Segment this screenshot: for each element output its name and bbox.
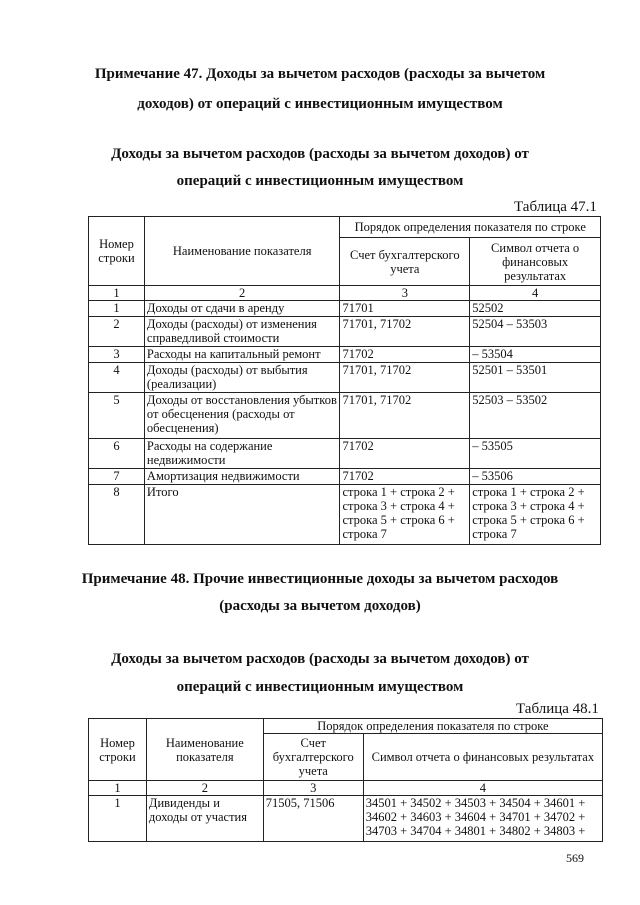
row-name: Амортизация недвижимости: [144, 469, 340, 485]
row-number: 2: [89, 317, 145, 347]
table-row: [89, 796, 603, 842]
section-47-heading-line-2: операций с инвестиционным имуществом: [176, 173, 464, 189]
table-48-1: [88, 718, 603, 842]
row-symbol: 52502: [470, 301, 601, 317]
table-row-total: [89, 485, 601, 545]
table-48-caption: Таблица 48.1: [516, 701, 599, 717]
header-indicator-name: Наименование показателя: [146, 719, 263, 781]
table-row: [89, 301, 601, 317]
header-symbol: Символ отчета о финансовых результатах: [363, 734, 602, 781]
row-account: 71701, 71702: [340, 393, 470, 439]
row-number: 1: [89, 796, 147, 842]
col-number: 3: [263, 781, 363, 796]
row-symbol: – 53504: [470, 347, 601, 363]
section-48-heading-line-2: операций с инвестиционным имуществом: [176, 679, 464, 695]
table-47-1: [88, 216, 601, 545]
row-number: 1: [89, 301, 145, 317]
header-indicator-name: Наименование показателя: [144, 217, 340, 286]
col-number: 1: [89, 286, 145, 301]
row-symbol: 52501 – 53501: [470, 363, 601, 393]
row-number: 7: [89, 469, 145, 485]
col-number: 2: [146, 781, 263, 796]
header-row-number: Номер строки: [89, 719, 147, 781]
row-name: Итого: [144, 485, 340, 545]
column-number-row: [89, 781, 603, 796]
note-47-title-line-2: доходов) от операций с инвестиционным имуществом: [137, 96, 503, 112]
row-account: 71702: [340, 347, 470, 363]
row-account: 71702: [340, 469, 470, 485]
row-symbol: строка 1 + строка 2 + строка 3 + строка 4 + строка 5 + строка 6 + строка 7: [470, 485, 601, 545]
header-order: Порядок определения показателя по строке: [263, 719, 602, 734]
table-row: [89, 469, 601, 485]
col-number: 2: [144, 286, 340, 301]
table-47-caption: Таблица 47.1: [514, 199, 597, 215]
row-account: 71701: [340, 301, 470, 317]
table-row: [89, 439, 601, 469]
row-name: Доходы от сдачи в аренду: [144, 301, 340, 317]
row-account: 71505, 71506: [263, 796, 363, 842]
table-row: [89, 363, 601, 393]
header-order: Порядок определения показателя по строке: [340, 217, 601, 238]
row-name: Расходы на капитальный ремонт: [144, 347, 340, 363]
row-symbol: 52503 – 53502: [470, 393, 601, 439]
table-row: [89, 393, 601, 439]
header-row-number: Номер строки: [89, 217, 145, 286]
col-number: 1: [89, 781, 147, 796]
header-symbol: Символ отчета о финансовых результатах: [470, 238, 601, 286]
column-number-row: [89, 286, 601, 301]
note-48-title-line-1: Примечание 48. Прочие инвестиционные доходы за вычетом расходов: [81, 571, 559, 587]
row-account: 71701, 71702: [340, 317, 470, 347]
row-name: Дивиденды и доходы от участия: [146, 796, 263, 842]
row-symbol: 34501 + 34502 + 34503 + 34504 + 34601 + 34602 + 34603 + 34604 + 34701 + 34702 + 34703 + 34704 + 34801 + 34802 + 34803 +: [363, 796, 602, 842]
row-symbol: – 53505: [470, 439, 601, 469]
section-48-heading-line-1: Доходы за вычетом расходов (расходы за вычетом доходов) от: [111, 651, 529, 667]
row-number: 3: [89, 347, 145, 363]
note-47-title-line-1: Примечание 47. Доходы за вычетом расходов (расходы за вычетом: [94, 66, 546, 82]
table-row: [89, 317, 601, 347]
header-account: Счет бухгалтерского учета: [263, 734, 363, 781]
row-symbol: 52504 – 53503: [470, 317, 601, 347]
note-48-title-line-2: (расходы за вычетом доходов): [219, 598, 421, 614]
col-number: 3: [340, 286, 470, 301]
page-number: 569: [566, 851, 584, 865]
row-name: Доходы (расходы) от изменения справедливой стоимости: [144, 317, 340, 347]
row-number: 6: [89, 439, 145, 469]
row-account: строка 1 + строка 2 + строка 3 + строка 4 + строка 5 + строка 6 + строка 7: [340, 485, 470, 545]
col-number: 4: [363, 781, 602, 796]
row-account: 71701, 71702: [340, 363, 470, 393]
col-number: 4: [470, 286, 601, 301]
row-name: Расходы на содержание недвижимости: [144, 439, 340, 469]
row-symbol: – 53506: [470, 469, 601, 485]
row-number: 8: [89, 485, 145, 545]
row-name: Доходы от восстановления убытков от обесценения (расходы от обесценения): [144, 393, 340, 439]
row-account: 71702: [340, 439, 470, 469]
row-number: 4: [89, 363, 145, 393]
row-name: Доходы (расходы) от выбытия (реализации): [144, 363, 340, 393]
header-account: Счет бухгалтерского учета: [340, 238, 470, 286]
table-row: [89, 347, 601, 363]
section-47-heading-line-1: Доходы за вычетом расходов (расходы за вычетом доходов) от: [111, 146, 529, 162]
row-number: 5: [89, 393, 145, 439]
